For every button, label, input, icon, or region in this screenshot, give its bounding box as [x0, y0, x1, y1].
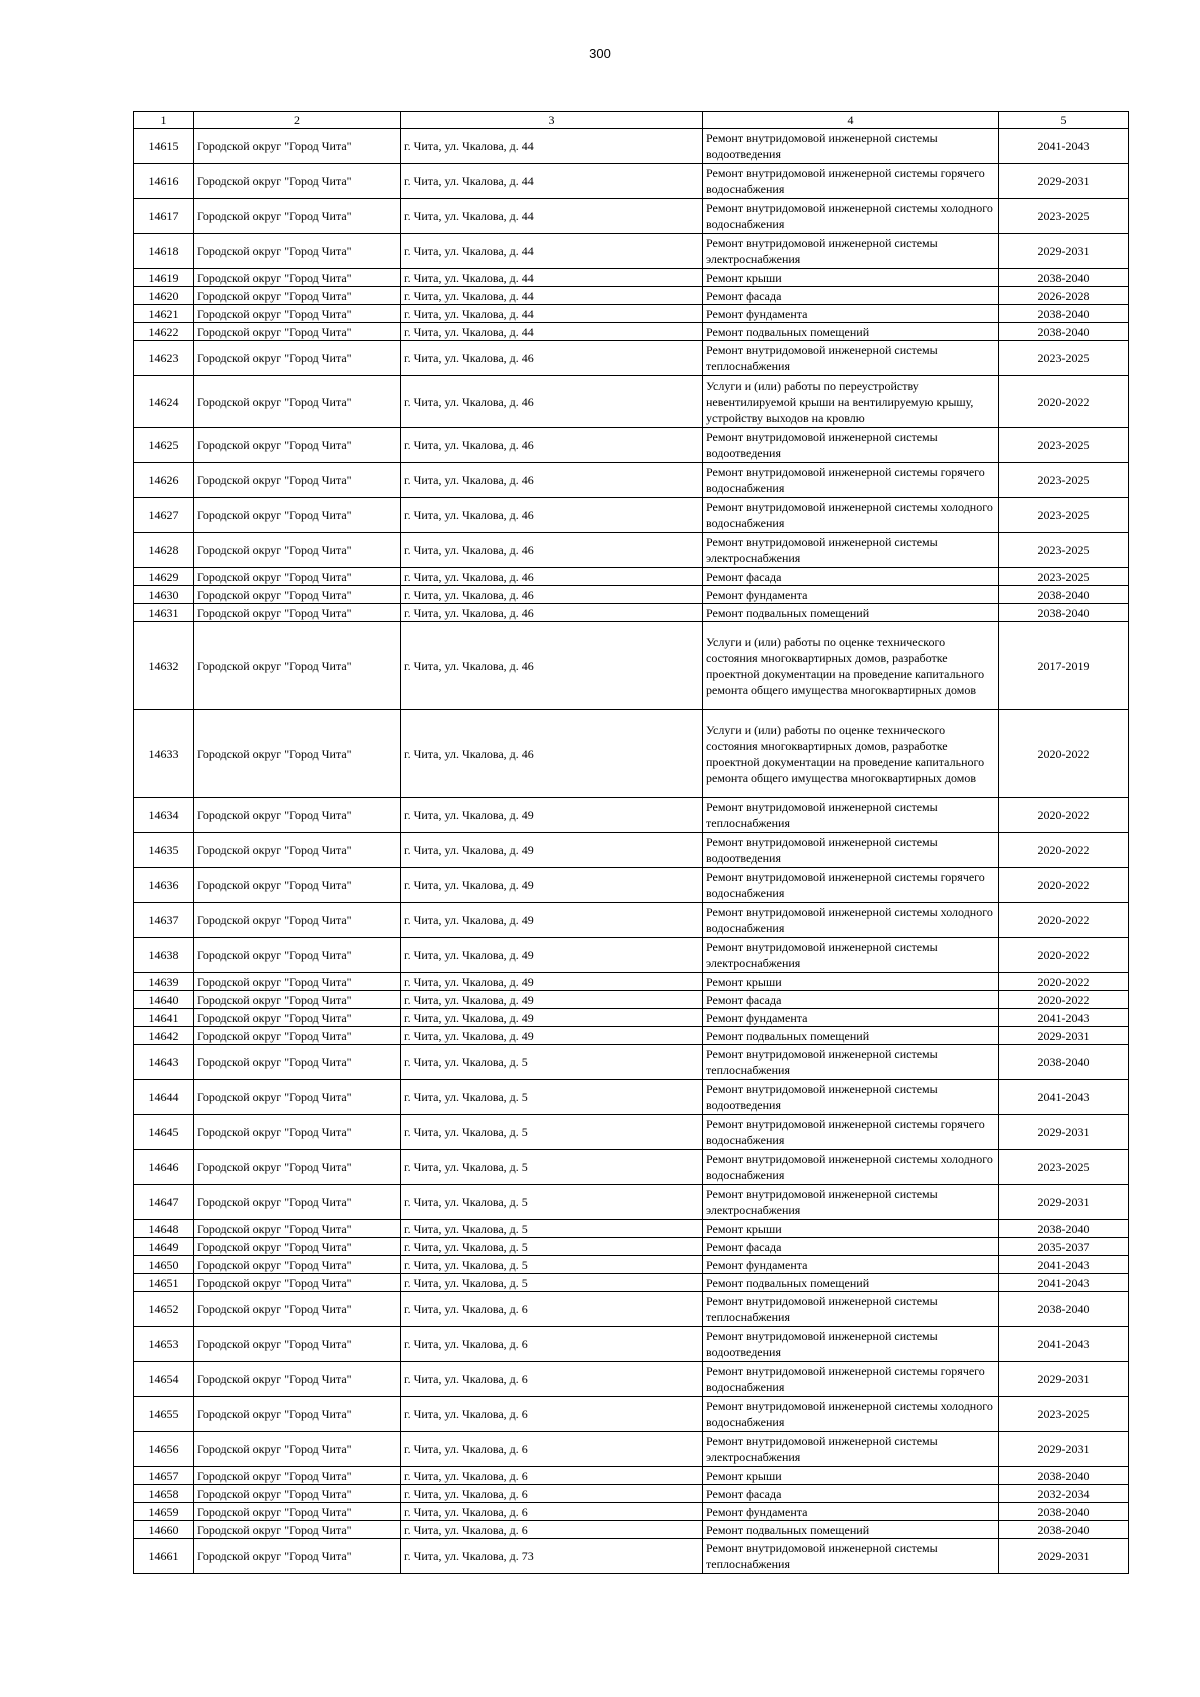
row-number: 14642: [134, 1027, 194, 1045]
table-row: [134, 305, 1129, 323]
period: 2038-2040: [999, 269, 1129, 287]
period: 2029-2031: [999, 1027, 1129, 1045]
period: 2035-2037: [999, 1238, 1129, 1256]
row-number: 14660: [134, 1521, 194, 1539]
municipality: Городской округ "Город Чита": [194, 1485, 401, 1503]
column-number: 2: [194, 112, 401, 129]
period: 2023-2025: [999, 498, 1129, 533]
column-number: 5: [999, 112, 1129, 129]
municipality: Городской округ "Город Чита": [194, 1521, 401, 1539]
row-number: 14658: [134, 1485, 194, 1503]
row-number: 14618: [134, 234, 194, 269]
period: 2023-2025: [999, 428, 1129, 463]
table-row: [134, 234, 1129, 269]
row-number: 14621: [134, 305, 194, 323]
work-type: Ремонт внутридомовой инженерной системы теплоснабжения: [703, 1539, 999, 1574]
address: г. Чита, ул. Чкалова, д. 44: [401, 323, 703, 341]
municipality: Городской округ "Город Чита": [194, 568, 401, 586]
work-type: Ремонт внутридомовой инженерной системы водоотведения: [703, 428, 999, 463]
municipality: Городской округ "Город Чита": [194, 533, 401, 568]
municipality: Городской округ "Город Чита": [194, 903, 401, 938]
table-row: [134, 938, 1129, 973]
row-number: 14649: [134, 1238, 194, 1256]
municipality: Городской округ "Город Чита": [194, 1362, 401, 1397]
table-row: [134, 1238, 1129, 1256]
period: 2029-2031: [999, 1185, 1129, 1220]
table-body: [134, 129, 1129, 1574]
municipality: Городской округ "Город Чита": [194, 586, 401, 604]
table-row: [134, 798, 1129, 833]
column-number: 3: [401, 112, 703, 129]
work-type: Ремонт крыши: [703, 1467, 999, 1485]
work-type: Ремонт внутридомовой инженерной системы электроснабжения: [703, 234, 999, 269]
row-number: 14659: [134, 1503, 194, 1521]
row-number: 14647: [134, 1185, 194, 1220]
row-number: 14624: [134, 376, 194, 428]
period: 2020-2022: [999, 798, 1129, 833]
municipality: Городской округ "Город Чита": [194, 305, 401, 323]
address: г. Чита, ул. Чкалова, д. 5: [401, 1238, 703, 1256]
address: г. Чита, ул. Чкалова, д. 46: [401, 428, 703, 463]
table-row: [134, 1185, 1129, 1220]
address: г. Чита, ул. Чкалова, д. 46: [401, 604, 703, 622]
row-number: 14633: [134, 710, 194, 798]
address: г. Чита, ул. Чкалова, д. 5: [401, 1274, 703, 1292]
work-type: Ремонт внутридомовой инженерной системы горячего водоснабжения: [703, 1362, 999, 1397]
municipality: Городской округ "Город Чита": [194, 604, 401, 622]
period: 2020-2022: [999, 903, 1129, 938]
address: г. Чита, ул. Чкалова, д. 6: [401, 1432, 703, 1467]
address: г. Чита, ул. Чкалова, д. 5: [401, 1256, 703, 1274]
table-row: [134, 710, 1129, 798]
address: г. Чита, ул. Чкалова, д. 5: [401, 1185, 703, 1220]
address: г. Чита, ул. Чкалова, д. 49: [401, 1027, 703, 1045]
period: 2026-2028: [999, 287, 1129, 305]
work-type: Ремонт подвальных помещений: [703, 323, 999, 341]
work-type: Ремонт фундамента: [703, 1009, 999, 1027]
work-type: Ремонт внутридомовой инженерной системы холодного водоснабжения: [703, 1397, 999, 1432]
row-number: 14644: [134, 1080, 194, 1115]
row-number: 14626: [134, 463, 194, 498]
table-row: [134, 1220, 1129, 1238]
period: 2041-2043: [999, 1274, 1129, 1292]
period: 2023-2025: [999, 568, 1129, 586]
municipality: Городской округ "Город Чита": [194, 1467, 401, 1485]
address: г. Чита, ул. Чкалова, д. 6: [401, 1397, 703, 1432]
repair-schedule-table: [133, 111, 1129, 1574]
address: г. Чита, ул. Чкалова, д. 5: [401, 1045, 703, 1080]
address: г. Чита, ул. Чкалова, д. 44: [401, 164, 703, 199]
municipality: Городской округ "Город Чита": [194, 1327, 401, 1362]
period: 2041-2043: [999, 1256, 1129, 1274]
municipality: Городской округ "Город Чита": [194, 234, 401, 269]
table-row: [134, 1503, 1129, 1521]
table-row: [134, 1467, 1129, 1485]
row-number: 14631: [134, 604, 194, 622]
municipality: Городской округ "Город Чита": [194, 798, 401, 833]
municipality: Городской округ "Город Чита": [194, 287, 401, 305]
table-row: [134, 1432, 1129, 1467]
address: г. Чита, ул. Чкалова, д. 44: [401, 199, 703, 234]
period: 2038-2040: [999, 1521, 1129, 1539]
address: г. Чита, ул. Чкалова, д. 6: [401, 1521, 703, 1539]
row-number: 14655: [134, 1397, 194, 1432]
row-number: 14623: [134, 341, 194, 376]
address: г. Чита, ул. Чкалова, д. 49: [401, 798, 703, 833]
table-row: [134, 129, 1129, 164]
row-number: 14646: [134, 1150, 194, 1185]
address: г. Чита, ул. Чкалова, д. 6: [401, 1467, 703, 1485]
period: 2023-2025: [999, 533, 1129, 568]
row-number: 14645: [134, 1115, 194, 1150]
period: 2038-2040: [999, 1503, 1129, 1521]
address: г. Чита, ул. Чкалова, д. 6: [401, 1362, 703, 1397]
work-type: Ремонт внутридомовой инженерной системы теплоснабжения: [703, 798, 999, 833]
period: 2041-2043: [999, 1009, 1129, 1027]
table-row: [134, 287, 1129, 305]
work-type: Ремонт внутридомовой инженерной системы холодного водоснабжения: [703, 498, 999, 533]
row-number: 14637: [134, 903, 194, 938]
municipality: Городской округ "Город Чита": [194, 199, 401, 234]
address: г. Чита, ул. Чкалова, д. 6: [401, 1292, 703, 1327]
row-number: 14628: [134, 533, 194, 568]
column-number: 4: [703, 112, 999, 129]
period: 2029-2031: [999, 1432, 1129, 1467]
address: г. Чита, ул. Чкалова, д. 73: [401, 1539, 703, 1574]
row-number: 14635: [134, 833, 194, 868]
table-row: [134, 1080, 1129, 1115]
table-row: [134, 1045, 1129, 1080]
address: г. Чита, ул. Чкалова, д. 49: [401, 903, 703, 938]
municipality: Городской округ "Город Чита": [194, 376, 401, 428]
work-type: Ремонт фасада: [703, 287, 999, 305]
table-row: [134, 1362, 1129, 1397]
municipality: Городской округ "Город Чита": [194, 269, 401, 287]
period: 2020-2022: [999, 868, 1129, 903]
row-number: 14656: [134, 1432, 194, 1467]
row-number: 14616: [134, 164, 194, 199]
municipality: Городской округ "Город Чита": [194, 973, 401, 991]
period: 2029-2031: [999, 234, 1129, 269]
table-row: [134, 1027, 1129, 1045]
work-type: Ремонт внутридомовой инженерной системы водоотведения: [703, 1080, 999, 1115]
period: 2038-2040: [999, 1292, 1129, 1327]
row-number: 14654: [134, 1362, 194, 1397]
work-type: Ремонт внутридомовой инженерной системы водоотведения: [703, 129, 999, 164]
work-type: Ремонт внутридомовой инженерной системы электроснабжения: [703, 1432, 999, 1467]
work-type: Ремонт крыши: [703, 269, 999, 287]
table-row: [134, 428, 1129, 463]
period: 2023-2025: [999, 341, 1129, 376]
row-number: 14651: [134, 1274, 194, 1292]
work-type: Услуги и (или) работы по переустройству невентилируемой крыши на вентилируемую крышу, устройству выходов на кровлю: [703, 376, 999, 428]
municipality: Городской округ "Город Чита": [194, 1185, 401, 1220]
municipality: Городской округ "Город Чита": [194, 1503, 401, 1521]
period: 2020-2022: [999, 973, 1129, 991]
period: 2020-2022: [999, 938, 1129, 973]
work-type: Услуги и (или) работы по оценке технического состояния многоквартирных домов, разработке проектной документации на проведение капитального ремонта общего имущества многоквартирных домов: [703, 710, 999, 798]
row-number: 14657: [134, 1467, 194, 1485]
municipality: Городской округ "Город Чита": [194, 498, 401, 533]
column-number-row: [134, 112, 1129, 129]
row-number: 14639: [134, 973, 194, 991]
address: г. Чита, ул. Чкалова, д. 5: [401, 1080, 703, 1115]
address: г. Чита, ул. Чкалова, д. 49: [401, 991, 703, 1009]
table-row: [134, 323, 1129, 341]
row-number: 14641: [134, 1009, 194, 1027]
row-number: 14625: [134, 428, 194, 463]
work-type: Ремонт фасада: [703, 1485, 999, 1503]
municipality: Городской округ "Город Чита": [194, 938, 401, 973]
table-row: [134, 991, 1129, 1009]
municipality: Городской округ "Город Чита": [194, 164, 401, 199]
address: г. Чита, ул. Чкалова, д. 46: [401, 586, 703, 604]
row-number: 14648: [134, 1220, 194, 1238]
period: 2017-2019: [999, 622, 1129, 710]
work-type: Ремонт внутридомовой инженерной системы теплоснабжения: [703, 1045, 999, 1080]
page-number: 300: [589, 46, 611, 61]
table-row: [134, 199, 1129, 234]
address: г. Чита, ул. Чкалова, д. 44: [401, 287, 703, 305]
municipality: Городской округ "Город Чита": [194, 1292, 401, 1327]
period: 2041-2043: [999, 1080, 1129, 1115]
row-number: 14638: [134, 938, 194, 973]
period: 2020-2022: [999, 710, 1129, 798]
address: г. Чита, ул. Чкалова, д. 46: [401, 622, 703, 710]
row-number: 14643: [134, 1045, 194, 1080]
table-row: [134, 164, 1129, 199]
period: 2032-2034: [999, 1485, 1129, 1503]
table-row: [134, 1292, 1129, 1327]
municipality: Городской округ "Город Чита": [194, 868, 401, 903]
municipality: Городской округ "Город Чита": [194, 428, 401, 463]
table-row: [134, 868, 1129, 903]
address: г. Чита, ул. Чкалова, д. 5: [401, 1115, 703, 1150]
work-type: Ремонт внутридомовой инженерной системы горячего водоснабжения: [703, 463, 999, 498]
work-type: Ремонт подвальных помещений: [703, 604, 999, 622]
row-number: 14619: [134, 269, 194, 287]
work-type: Ремонт фасада: [703, 568, 999, 586]
municipality: Городской округ "Город Чита": [194, 1115, 401, 1150]
address: г. Чита, ул. Чкалова, д. 46: [401, 376, 703, 428]
work-type: Ремонт внутридомовой инженерной системы водоотведения: [703, 1327, 999, 1362]
table-row: [134, 973, 1129, 991]
municipality: Городской округ "Город Чита": [194, 1045, 401, 1080]
period: 2029-2031: [999, 1539, 1129, 1574]
table-row: [134, 586, 1129, 604]
row-number: 14650: [134, 1256, 194, 1274]
table-row: [134, 1274, 1129, 1292]
period: 2038-2040: [999, 1467, 1129, 1485]
period: 2038-2040: [999, 305, 1129, 323]
municipality: Городской округ "Город Чита": [194, 833, 401, 868]
work-type: Ремонт фасада: [703, 991, 999, 1009]
municipality: Городской округ "Город Чита": [194, 1220, 401, 1238]
table-row: [134, 269, 1129, 287]
address: г. Чита, ул. Чкалова, д. 49: [401, 938, 703, 973]
address: г. Чита, ул. Чкалова, д. 6: [401, 1327, 703, 1362]
work-type: Ремонт внутридомовой инженерной системы теплоснабжения: [703, 1292, 999, 1327]
period: 2038-2040: [999, 1045, 1129, 1080]
address: г. Чита, ул. Чкалова, д. 46: [401, 568, 703, 586]
period: 2029-2031: [999, 1362, 1129, 1397]
row-number: 14632: [134, 622, 194, 710]
address: г. Чита, ул. Чкалова, д. 49: [401, 868, 703, 903]
row-number: 14636: [134, 868, 194, 903]
period: 2020-2022: [999, 376, 1129, 428]
work-type: Ремонт подвальных помещений: [703, 1274, 999, 1292]
address: г. Чита, ул. Чкалова, д. 5: [401, 1220, 703, 1238]
table-row: [134, 498, 1129, 533]
row-number: 14615: [134, 129, 194, 164]
period: 2023-2025: [999, 1397, 1129, 1432]
address: г. Чита, ул. Чкалова, д. 46: [401, 463, 703, 498]
row-number: 14652: [134, 1292, 194, 1327]
work-type: Ремонт внутридомовой инженерной системы водоотведения: [703, 833, 999, 868]
period: 2020-2022: [999, 833, 1129, 868]
period: 2029-2031: [999, 1115, 1129, 1150]
municipality: Городской округ "Город Чита": [194, 1432, 401, 1467]
address: г. Чита, ул. Чкалова, д. 49: [401, 973, 703, 991]
row-number: 14640: [134, 991, 194, 1009]
period: 2038-2040: [999, 586, 1129, 604]
municipality: Городской округ "Город Чита": [194, 1274, 401, 1292]
row-number: 14630: [134, 586, 194, 604]
work-type: Ремонт крыши: [703, 973, 999, 991]
address: г. Чита, ул. Чкалова, д. 44: [401, 129, 703, 164]
table-row: [134, 1009, 1129, 1027]
work-type: Ремонт фундамента: [703, 1503, 999, 1521]
work-type: Ремонт внутридомовой инженерной системы горячего водоснабжения: [703, 1115, 999, 1150]
work-type: Ремонт внутридомовой инженерной системы электроснабжения: [703, 1185, 999, 1220]
work-type: Ремонт внутридомовой инженерной системы холодного водоснабжения: [703, 1150, 999, 1185]
work-type: Ремонт фундамента: [703, 586, 999, 604]
address: г. Чита, ул. Чкалова, д. 46: [401, 710, 703, 798]
municipality: Городской округ "Город Чита": [194, 1080, 401, 1115]
address: г. Чита, ул. Чкалова, д. 6: [401, 1503, 703, 1521]
work-type: Ремонт внутридомовой инженерной системы холодного водоснабжения: [703, 903, 999, 938]
work-type: Ремонт крыши: [703, 1220, 999, 1238]
municipality: Городской округ "Город Чита": [194, 1150, 401, 1185]
row-number: 14620: [134, 287, 194, 305]
address: г. Чита, ул. Чкалова, д. 44: [401, 305, 703, 323]
work-type: Услуги и (или) работы по оценке технического состояния многоквартирных домов, разработке проектной документации на проведение капитального ремонта общего имущества многоквартирных домов: [703, 622, 999, 710]
period: 2023-2025: [999, 463, 1129, 498]
table-row: [134, 1397, 1129, 1432]
municipality: Городской округ "Город Чита": [194, 463, 401, 498]
row-number: 14629: [134, 568, 194, 586]
municipality: Городской округ "Город Чита": [194, 710, 401, 798]
period: 2041-2043: [999, 1327, 1129, 1362]
address: г. Чита, ул. Чкалова, д. 44: [401, 269, 703, 287]
municipality: Городской округ "Город Чита": [194, 1256, 401, 1274]
work-type: Ремонт фасада: [703, 1238, 999, 1256]
municipality: Городской округ "Город Чита": [194, 341, 401, 376]
period: 2038-2040: [999, 323, 1129, 341]
address: г. Чита, ул. Чкалова, д. 49: [401, 833, 703, 868]
period: 2029-2031: [999, 164, 1129, 199]
table-row: [134, 833, 1129, 868]
address: г. Чита, ул. Чкалова, д. 44: [401, 234, 703, 269]
address: г. Чита, ул. Чкалова, д. 46: [401, 533, 703, 568]
work-type: Ремонт фундамента: [703, 305, 999, 323]
municipality: Городской округ "Город Чита": [194, 1397, 401, 1432]
table-row: [134, 376, 1129, 428]
row-number: 14617: [134, 199, 194, 234]
table-row: [134, 568, 1129, 586]
period: 2023-2025: [999, 199, 1129, 234]
period: 2038-2040: [999, 604, 1129, 622]
table-row: [134, 622, 1129, 710]
row-number: 14622: [134, 323, 194, 341]
table-row: [134, 341, 1129, 376]
table-row: [134, 1115, 1129, 1150]
work-type: Ремонт фундамента: [703, 1256, 999, 1274]
work-type: Ремонт подвальных помещений: [703, 1027, 999, 1045]
municipality: Городской округ "Город Чита": [194, 622, 401, 710]
work-type: Ремонт внутридомовой инженерной системы теплоснабжения: [703, 341, 999, 376]
table-row: [134, 604, 1129, 622]
table-row: [134, 903, 1129, 938]
address: г. Чита, ул. Чкалова, д. 6: [401, 1485, 703, 1503]
table-row: [134, 463, 1129, 498]
work-type: Ремонт подвальных помещений: [703, 1521, 999, 1539]
row-number: 14634: [134, 798, 194, 833]
row-number: 14661: [134, 1539, 194, 1574]
municipality: Городской округ "Город Чита": [194, 129, 401, 164]
municipality: Городской округ "Город Чита": [194, 1238, 401, 1256]
table-row: [134, 533, 1129, 568]
municipality: Городской округ "Город Чита": [194, 1539, 401, 1574]
table-row: [134, 1539, 1129, 1574]
municipality: Городской округ "Город Чита": [194, 1009, 401, 1027]
work-type: Ремонт внутридомовой инженерной системы горячего водоснабжения: [703, 868, 999, 903]
work-type: Ремонт внутридомовой инженерной системы электроснабжения: [703, 938, 999, 973]
municipality: Городской округ "Город Чита": [194, 991, 401, 1009]
address: г. Чита, ул. Чкалова, д. 46: [401, 498, 703, 533]
address: г. Чита, ул. Чкалова, д. 46: [401, 341, 703, 376]
table-row: [134, 1521, 1129, 1539]
row-number: 14627: [134, 498, 194, 533]
period: 2023-2025: [999, 1150, 1129, 1185]
table-row: [134, 1150, 1129, 1185]
period: 2041-2043: [999, 129, 1129, 164]
table-row: [134, 1327, 1129, 1362]
work-type: Ремонт внутридомовой инженерной системы электроснабжения: [703, 533, 999, 568]
row-number: 14653: [134, 1327, 194, 1362]
work-type: Ремонт внутридомовой инженерной системы холодного водоснабжения: [703, 199, 999, 234]
column-number: 1: [134, 112, 194, 129]
municipality: Городской округ "Город Чита": [194, 323, 401, 341]
work-type: Ремонт внутридомовой инженерной системы горячего водоснабжения: [703, 164, 999, 199]
address: г. Чита, ул. Чкалова, д. 5: [401, 1150, 703, 1185]
period: 2038-2040: [999, 1220, 1129, 1238]
table-row: [134, 1256, 1129, 1274]
period: 2020-2022: [999, 991, 1129, 1009]
address: г. Чита, ул. Чкалова, д. 49: [401, 1009, 703, 1027]
table-row: [134, 1485, 1129, 1503]
municipality: Городской округ "Город Чита": [194, 1027, 401, 1045]
